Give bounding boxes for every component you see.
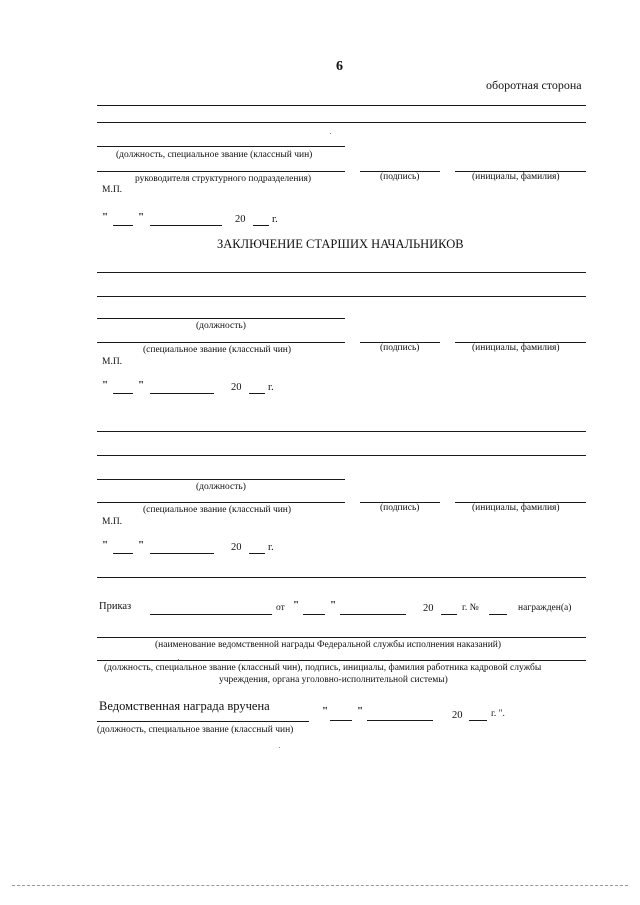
rank-caption-b2: (специальное звание (классный чин) [143,345,292,355]
initials-caption: (инициалы, фамилия) [472,172,560,182]
rank-line-b2 [97,342,345,343]
hr-caption-line2: учреждения, органа уголовно-исполнительной системы) [219,675,448,685]
line-3 [97,272,586,273]
position-caption-b2: (должность) [196,321,246,331]
initials-caption-b2: (инициалы, фамилия) [472,343,560,353]
position-rank-caption: (должность, специальное звание (классный чин) [116,150,313,160]
year-suffix: г. [272,214,278,225]
handover-month-line [367,720,433,721]
position-caption-b3: (должность) [196,482,246,492]
handover-quote-close: " [357,705,364,717]
order-quote-open: " [293,599,300,611]
initials-caption-b3: (инициалы, фамилия) [472,503,560,513]
year-line-b3 [249,553,265,554]
year-prefix-b2: 20 [231,382,242,393]
handover-year-suffix: г. ". [491,709,505,719]
page-number: 6 [336,59,343,74]
month-line-b3 [150,553,214,554]
month-line [150,225,222,226]
day-line-b3 [113,553,133,554]
stamp-label: М.П. [102,185,123,195]
quote-close-b2: " [138,379,145,391]
hr-line [97,660,586,661]
award-line [97,637,586,638]
order-number-label: г. № [462,603,479,613]
order-year-prefix: 20 [423,603,434,614]
order-line [150,614,272,615]
hr-caption-line1: (должность, специальное звание (классный чин), подпись, инициалы, фамилия работника кадровой службы [104,663,542,673]
year-suffix-b3: г. [268,542,274,553]
handover-day-line [330,720,352,721]
handover-title: Ведомственная награда вручена [99,699,270,713]
line-6 [97,455,586,456]
year-prefix-b3: 20 [231,542,242,553]
order-awarded: награжден(а) [518,603,572,613]
order-day-line [303,614,325,615]
quote-close-b3: " [138,539,145,551]
rank-caption-b3: (специальное звание (классный чин) [143,505,292,515]
year-suffix-b2: г. [268,382,274,393]
line-5 [97,431,586,432]
scan-speck [330,133,331,134]
section-title: ЗАКЛЮЧЕНИЕ СТАРШИХ НАЧАЛЬНИКОВ [217,237,464,251]
stamp-label-b3: М.П. [102,517,123,527]
stamp-label-b2: М.П. [102,357,123,367]
signature-caption-b3: (подпись) [380,503,420,513]
line-7 [97,577,586,578]
year-prefix: 20 [235,214,246,225]
award-name-caption: (наименование ведомственной награды Федеральной службы исполнения наказаний) [155,640,502,650]
quote-open: " [102,211,109,223]
quote-open-b2: " [102,379,109,391]
signature-caption: (подпись) [380,172,420,182]
signature-caption-b2: (подпись) [380,343,420,353]
scan-speck [279,747,280,748]
head-of-unit-caption: руководителя структурного подразделения) [135,174,312,184]
quote-open-b3: " [102,539,109,551]
position-line-b2 [97,318,345,319]
handover-position-line [97,721,309,722]
handover-year-prefix: 20 [452,710,463,721]
order-number-line [489,614,507,615]
line-2 [97,122,586,123]
scan-speck [178,659,179,660]
handover-caption: (должность, специальное звание (классный чин) [97,725,294,735]
order-month-line [340,614,406,615]
bottom-edge-line [12,885,628,886]
quote-close: " [138,211,145,223]
rank-line-b3 [97,502,345,503]
order-quote-close: " [330,599,337,611]
day-line-b2 [113,393,133,394]
reverse-side-label: оборотная сторона [486,78,582,92]
day-line [113,225,133,226]
position-line-b3 [97,479,345,480]
month-line-b2 [150,393,214,394]
year-line [253,225,269,226]
year-line-b2 [249,393,265,394]
position-line-2 [97,171,345,172]
order-label: Приказ [99,601,132,612]
handover-year-line [469,720,487,721]
handover-quote-open: " [322,705,329,717]
line-1 [97,105,586,106]
line-4 [97,296,586,297]
position-line [97,146,345,147]
order-year-line [441,614,457,615]
order-from: от [276,603,285,613]
